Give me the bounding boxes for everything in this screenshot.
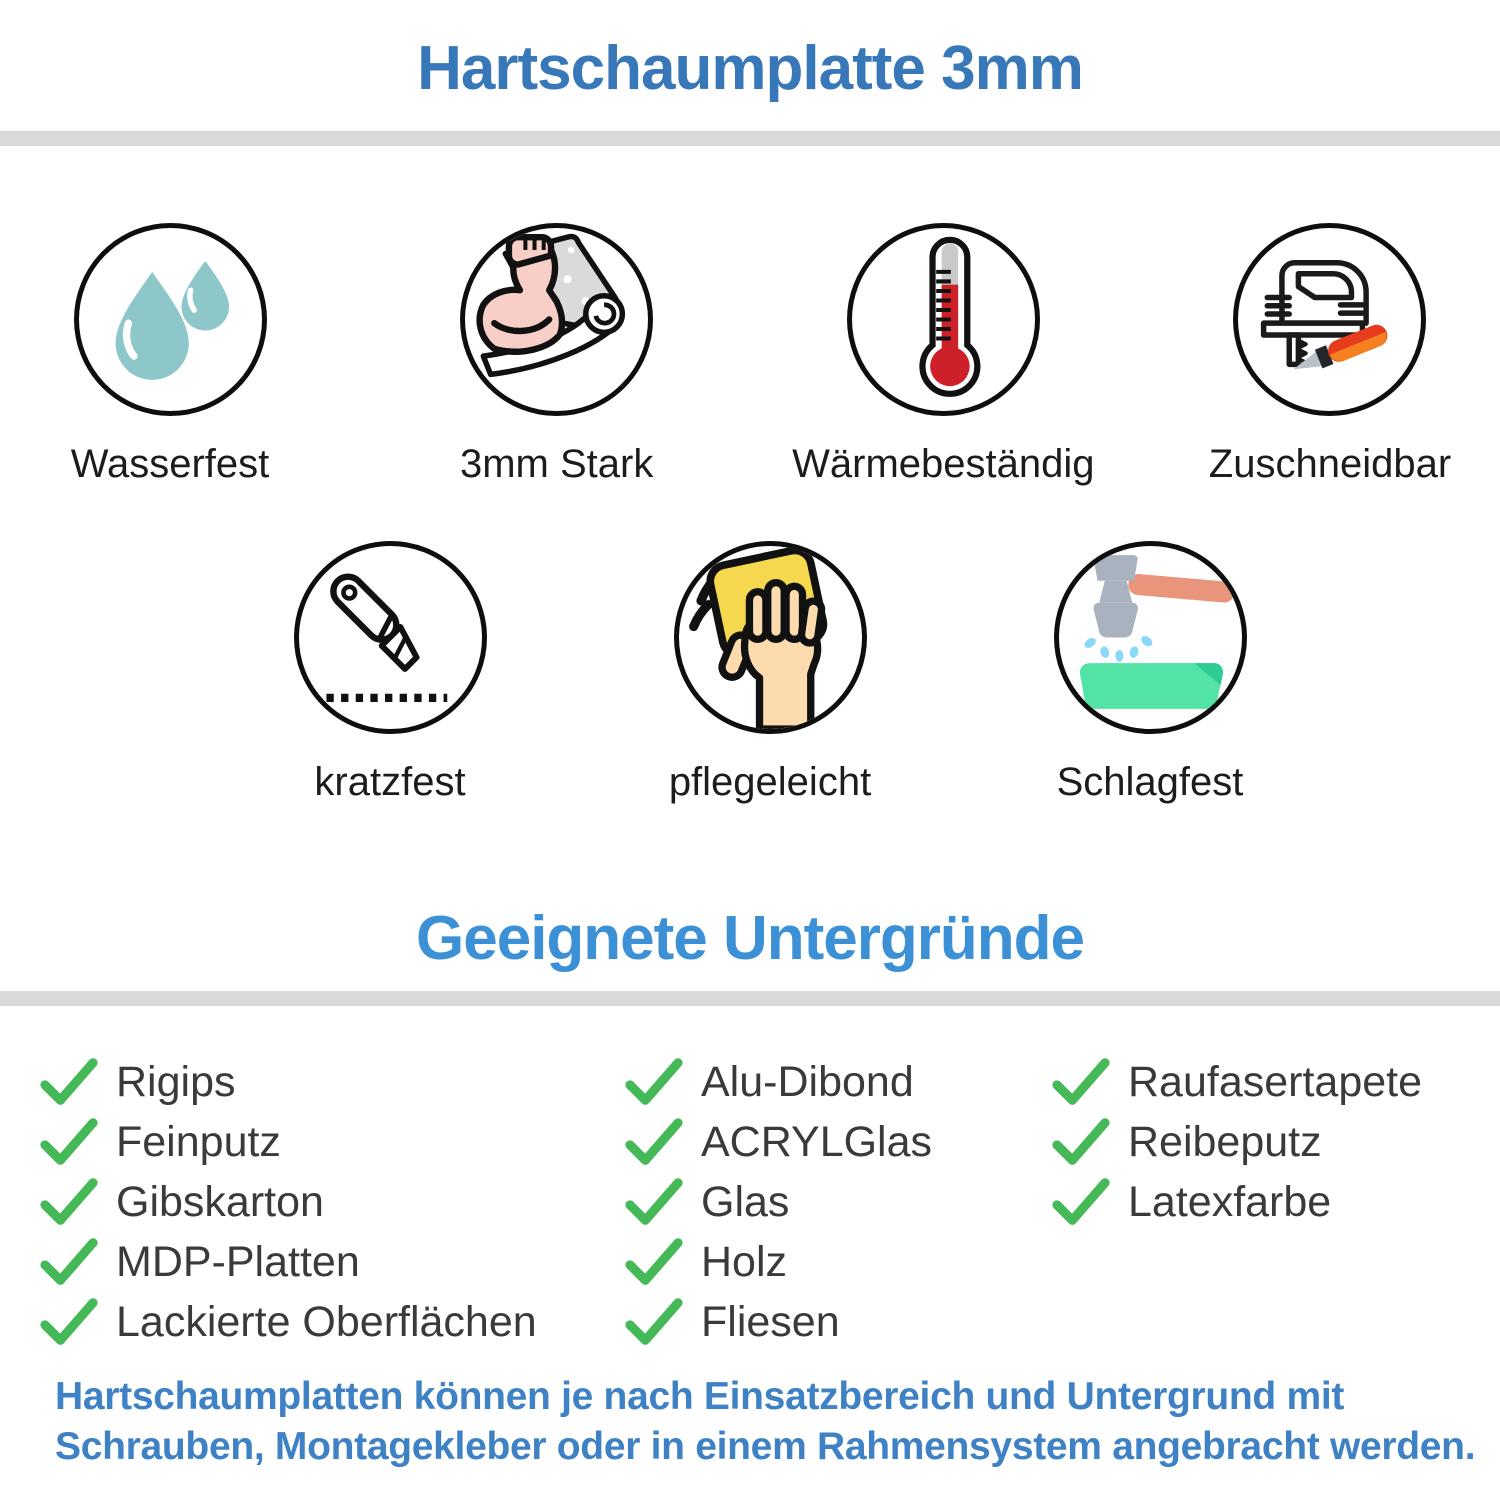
- substrates-list: [0, 1052, 1500, 1354]
- feature-wasserfest: [0, 223, 340, 488]
- list-item-label: Rigips: [116, 1057, 236, 1106]
- list-item: [40, 1232, 537, 1292]
- list-item: [625, 1112, 932, 1172]
- footer-line-2: Schrauben, Montagekleber oder in einem Rahmensystem angebracht werden.: [55, 1425, 1476, 1468]
- feature-schlagfest: [970, 541, 1330, 806]
- list-item: [1052, 1112, 1422, 1172]
- water-drops-icon: [74, 223, 267, 416]
- middle-divider: [0, 991, 1500, 1006]
- feature-row-2: [0, 541, 1500, 806]
- footer-line-1: Hartschaumplatten können je nach Einsatzbereich und Untergrund mit: [55, 1375, 1345, 1418]
- list-item-label: Holz: [701, 1237, 788, 1286]
- feature-label: Zuschneidbar: [1208, 442, 1452, 486]
- muscle-arm-icon: [460, 223, 653, 416]
- feature-3mm-stark: [387, 223, 727, 488]
- check-icon: [625, 1117, 683, 1167]
- list-item: [40, 1112, 537, 1172]
- cleaning-hand-icon: [674, 541, 867, 734]
- feature-label: pflegeleicht: [668, 760, 872, 804]
- substrates-column-1: [40, 1052, 537, 1352]
- list-item: [625, 1052, 932, 1112]
- check-icon: [1052, 1117, 1110, 1167]
- top-divider: [0, 131, 1500, 146]
- list-item-label: MDP-Platten: [116, 1237, 360, 1286]
- list-item-label: Glas: [701, 1177, 790, 1226]
- feature-row-1: [0, 223, 1500, 488]
- feature-zuschneidbar: [1160, 223, 1500, 488]
- list-item-label: Raufasertapete: [1128, 1057, 1423, 1106]
- list-item: [1052, 1052, 1422, 1112]
- list-item-label: Reibeputz: [1128, 1117, 1322, 1166]
- check-icon: [625, 1057, 683, 1107]
- list-item-label: ACRYLGlas: [701, 1117, 933, 1166]
- utility-knife-icon: [294, 541, 487, 734]
- check-icon: [1052, 1177, 1110, 1227]
- check-icon: [625, 1237, 683, 1287]
- feature-pflegeleicht: [590, 541, 950, 806]
- page-title: Hartschaumplatte 3mm: [417, 34, 1083, 103]
- feature-label: Schlagfest: [1056, 760, 1244, 804]
- check-icon: [1052, 1057, 1110, 1107]
- thermometer-icon: [847, 223, 1040, 416]
- jigsaw-icon: [1233, 223, 1426, 416]
- footer-note: [55, 1372, 1500, 1472]
- section-title: Geeignete Untergründe: [416, 904, 1084, 973]
- check-icon: [625, 1297, 683, 1347]
- check-icon: [40, 1297, 98, 1347]
- feature-label: 3mm Stark: [459, 442, 654, 486]
- check-icon: [625, 1177, 683, 1227]
- check-icon: [40, 1117, 98, 1167]
- substrates-column-2: [625, 1052, 932, 1352]
- list-item: [625, 1232, 932, 1292]
- list-item: [625, 1172, 932, 1232]
- list-item: [40, 1052, 537, 1112]
- check-icon: [40, 1237, 98, 1287]
- feature-label: Wasserfest: [70, 442, 270, 486]
- feature-label: Wärmebeständig: [792, 442, 1095, 486]
- list-item-label: Feinputz: [116, 1117, 281, 1166]
- list-item: [625, 1292, 932, 1352]
- feature-kratzfest: [210, 541, 570, 806]
- check-icon: [40, 1177, 98, 1227]
- list-item-label: Gibskarton: [116, 1177, 324, 1226]
- list-item-label: Alu-Dibond: [701, 1057, 914, 1106]
- list-item-label: Latexfarbe: [1128, 1177, 1332, 1226]
- check-icon: [40, 1057, 98, 1107]
- hammer-icon: [1054, 541, 1247, 734]
- list-item: [40, 1292, 537, 1352]
- feature-waermebestaendig: [773, 223, 1113, 488]
- list-item-label: Fliesen: [701, 1297, 840, 1346]
- list-item: [40, 1172, 537, 1232]
- list-item-label: Lackierte Oberflächen: [116, 1297, 537, 1346]
- feature-label: kratzfest: [314, 760, 466, 804]
- list-item: [1052, 1172, 1422, 1232]
- substrates-column-3: [1052, 1052, 1422, 1232]
